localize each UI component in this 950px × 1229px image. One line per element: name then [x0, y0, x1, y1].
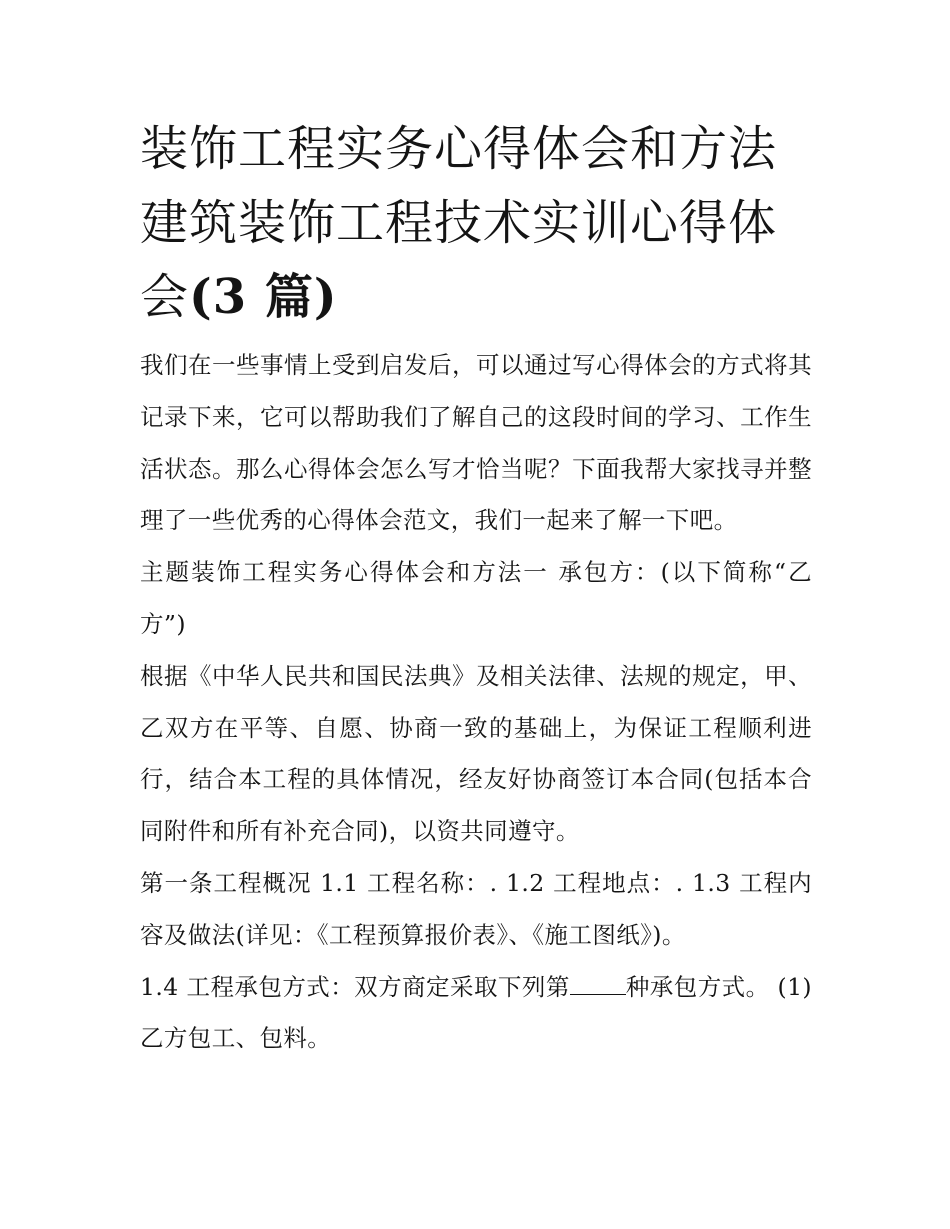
title-main: 装饰工程实务心得体会和方法建筑装饰工程技术实训心得体会: [140, 121, 778, 325]
intro-paragraph: 我们在一些事情上受到启发后，可以通过写心得体会的方式将其记录下来，它可以帮助我们了解自己的这段时间的学习、工作生活状态。那么心得体会怎么写才恰当呢？下面我帮大家找寻并整理了一些优秀的心得体会范文，我们一起来了解一下吧。: [140, 351, 812, 535]
clause-1-4-paragraph: [140, 962, 812, 1066]
clause-1-4-before: 1.4 工程承包方式：双方商定采取下列第: [140, 972, 570, 1001]
title-suffix: (3 篇): [189, 269, 338, 325]
document-page: [140, 112, 812, 1065]
fill-in-blank: [570, 976, 626, 995]
clause-1-4-after: 种承包方式。 (1) 乙方包工、包料。: [140, 972, 812, 1053]
article-one-paragraph: 第一条工程概况 1.1 工程名称：. 1.2 工程地点：. 1.3 工程内容及做法(详见：《工程预算报价表》、《施工图纸》)。: [140, 868, 812, 949]
legal-basis-paragraph: 根据《中华人民共和国民法典》及相关法律、法规的规定，甲、乙双方在平等、自愿、协商一致的基础上，为保证工程顺利进行，结合本工程的具体情况，经友好协商签订本合同(包括本合同附件和所有补充合同)，以资共同遵守。: [140, 661, 812, 846]
subject-paragraph: 主题装饰工程实务心得体会和方法一 承包方：(以下简称“乙方”): [140, 558, 812, 638]
document-title: [140, 112, 812, 334]
